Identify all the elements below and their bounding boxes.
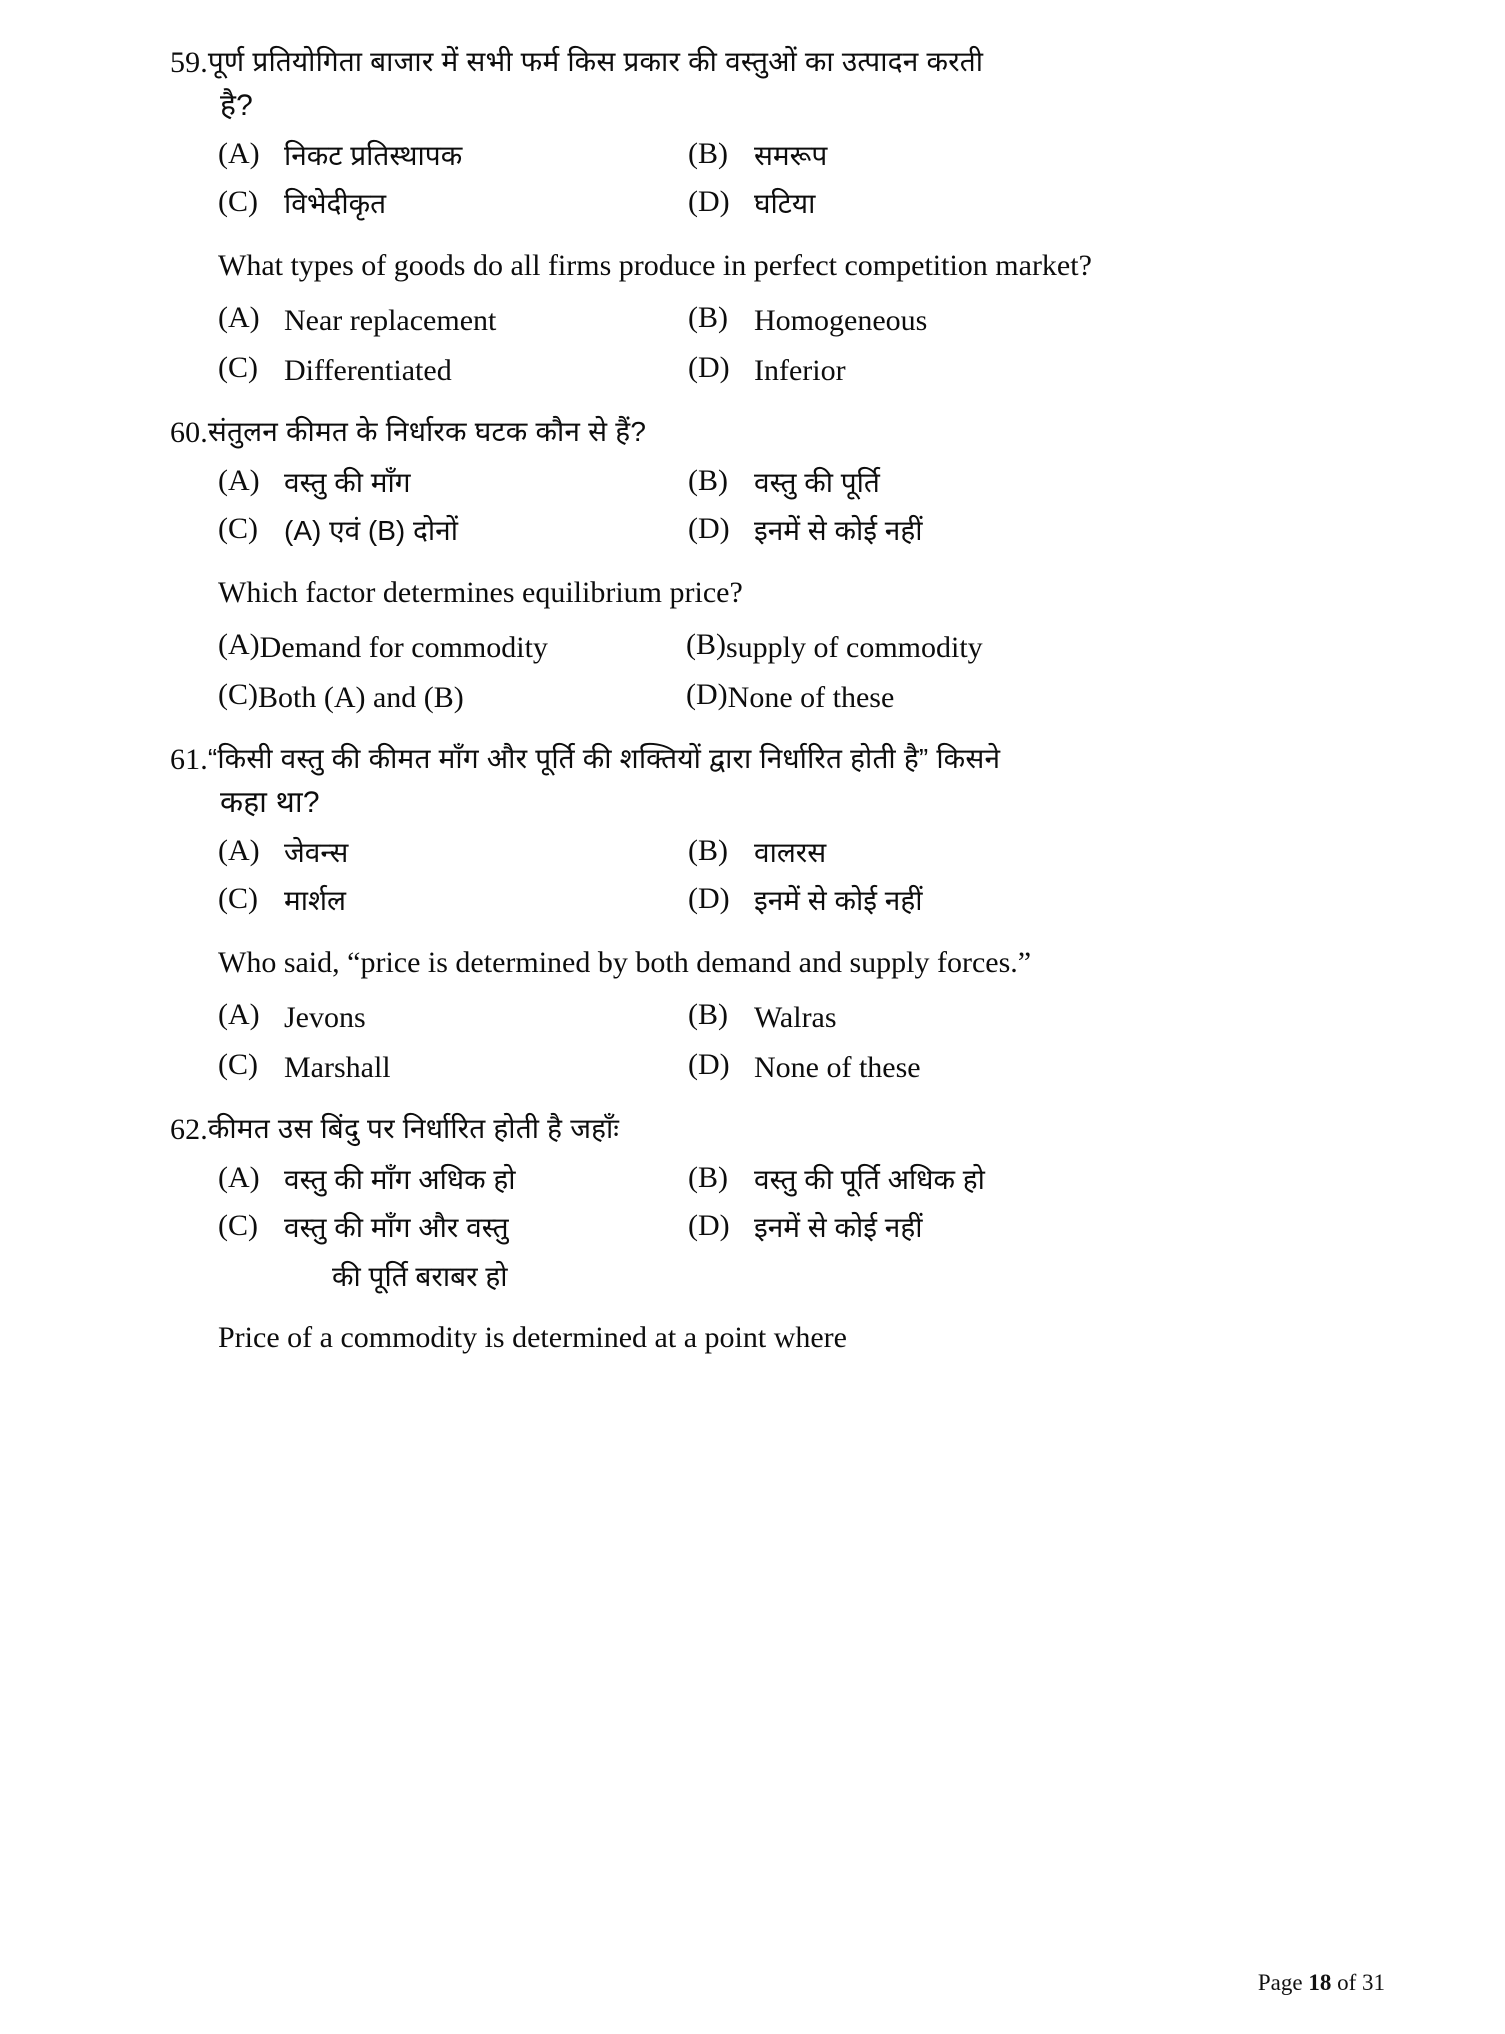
option-62-hindi-a[interactable] — [218, 1161, 688, 1199]
option-value: Jevons — [284, 1000, 366, 1034]
option-value: वस्तु की माँग अधिक हो — [284, 1164, 516, 1196]
option-label: (D) — [686, 678, 728, 712]
option-value: घटिया — [754, 187, 816, 219]
question-61-hindi-text-continued: कहा था? — [220, 785, 320, 819]
option-label: (A) — [218, 300, 260, 334]
question-59-hindi-text: पूर्ण प्रतियोगिता बाजार में सभी फर्म किस प्रकार की वस्तुओं का उत्पादन करती — [207, 46, 984, 77]
option-value: इनमें से कोई नहीं — [754, 515, 923, 547]
question-59-english-options — [218, 301, 1385, 392]
option-label: (A) — [218, 137, 260, 171]
option-row — [218, 512, 1385, 550]
option-label: (D) — [688, 1209, 730, 1243]
option-row — [218, 1209, 1385, 1247]
option-row — [218, 882, 1385, 920]
question-59-english-text: What types of goods do all firms produce in perfect competition market? — [218, 248, 1092, 282]
option-59-english-b[interactable] — [688, 301, 1385, 342]
question-61-hindi-text: “किसी वस्तु की कीमत माँग और पूर्ति की शक्तियों द्वारा निर्धारित होती है” किसने — [207, 742, 1001, 774]
option-value: None of these — [754, 1051, 921, 1085]
option-row — [218, 678, 1385, 719]
option-value: मार्शल — [284, 884, 347, 916]
question-60-english-options — [218, 628, 1385, 719]
option-label: (C) — [218, 351, 258, 385]
option-62-hindi-c[interactable] — [218, 1209, 688, 1247]
question-61-number: 61. — [170, 742, 208, 776]
option-60-hindi-c[interactable] — [218, 512, 688, 550]
option-label: (C) — [218, 1048, 258, 1082]
question-60-number: 60. — [170, 415, 208, 449]
option-61-english-c[interactable] — [218, 1048, 688, 1089]
option-row — [218, 301, 1385, 342]
option-61-hindi-b[interactable] — [688, 834, 1385, 872]
option-value: Inferior — [754, 354, 846, 388]
option-label: (B) — [688, 1161, 728, 1195]
option-value: इनमें से कोई नहीं — [754, 1212, 923, 1244]
option-row — [218, 185, 1385, 223]
option-61-english-d[interactable] — [688, 1048, 1385, 1089]
option-59-hindi-c[interactable] — [218, 185, 688, 223]
option-value: Differentiated — [284, 354, 452, 388]
question-block-61 — [170, 739, 1385, 1089]
option-value: वालरस — [754, 837, 827, 869]
option-value: supply of commodity — [726, 630, 983, 664]
option-60-english-a[interactable] — [218, 628, 686, 669]
question-62-hindi-options — [218, 1161, 1385, 1295]
option-row — [218, 137, 1385, 175]
option-59-hindi-b[interactable] — [688, 137, 1385, 175]
option-label: (B) — [688, 464, 728, 498]
option-62-hindi-d[interactable] — [688, 1209, 1385, 1247]
option-value: वस्तु की पूर्ति अधिक हो — [754, 1164, 985, 1196]
option-row — [218, 834, 1385, 872]
question-61-hindi-options — [218, 834, 1385, 920]
footer-prefix: Page — [1257, 1970, 1309, 1995]
question-62-english-text: Price of a commodity is determined at a point where — [218, 1320, 847, 1354]
option-value: (A) एवं (B) दोनों — [284, 515, 458, 547]
question-60-hindi-line — [170, 412, 1385, 455]
option-value: समरूप — [754, 140, 828, 172]
option-value: Walras — [754, 1000, 837, 1034]
question-60-hindi-text: संतुलन कीमत के निर्धारक घटक कौन से हैं? — [207, 415, 647, 447]
option-value: विभेदीकृत — [284, 187, 387, 219]
question-block-60 — [170, 412, 1385, 719]
option-60-english-c[interactable] — [218, 678, 686, 719]
option-59-english-a[interactable] — [218, 301, 688, 342]
question-block-59 — [170, 42, 1385, 392]
option-row — [218, 351, 1385, 392]
option-value: None of these — [727, 681, 895, 715]
option-60-hindi-d[interactable] — [688, 512, 1385, 550]
option-label: (B) — [688, 137, 728, 171]
option-60-hindi-b[interactable] — [688, 464, 1385, 502]
question-59-number: 59. — [170, 46, 208, 79]
option-row — [218, 998, 1385, 1039]
option-60-english-b[interactable] — [686, 628, 1385, 669]
option-row — [218, 628, 1385, 669]
option-59-english-d[interactable] — [688, 351, 1385, 392]
option-label: (A) — [218, 1161, 260, 1195]
footer-middle: of — [1331, 1970, 1362, 1995]
option-59-hindi-d[interactable] — [688, 185, 1385, 223]
option-label: (D) — [688, 512, 730, 546]
option-value: Near replacement — [284, 303, 497, 337]
option-60-english-d[interactable] — [686, 678, 1385, 719]
option-label: (A) — [218, 834, 260, 868]
option-label: (C) — [218, 1209, 258, 1243]
option-61-hindi-a[interactable] — [218, 834, 688, 872]
option-label: (D) — [688, 1048, 730, 1082]
option-60-hindi-a[interactable] — [218, 464, 688, 502]
option-row — [218, 464, 1385, 502]
option-value: जेवन्स — [284, 837, 349, 869]
option-value: Homogeneous — [754, 303, 928, 337]
footer-total-pages: 31 — [1362, 1970, 1385, 1995]
option-label: (A) — [218, 627, 260, 661]
option-value: Both (A) and (B) — [258, 681, 464, 715]
question-61-hindi-line — [170, 739, 1385, 782]
option-row — [218, 1161, 1385, 1199]
question-59-hindi-text-continued: है? — [220, 88, 254, 122]
option-label: (A) — [218, 464, 260, 498]
option-61-hindi-c[interactable] — [218, 882, 688, 920]
option-label: (C) — [218, 184, 258, 218]
option-label: (C) — [218, 512, 258, 546]
question-60-english-text: Which factor determines equilibrium price? — [218, 575, 743, 609]
option-62-hindi-c-continued: की पूर्ति बराबर हो — [332, 1260, 508, 1292]
page-footer — [1258, 1970, 1385, 1996]
option-label: (B) — [688, 997, 728, 1031]
option-label: (D) — [688, 184, 730, 218]
option-value: इनमें से कोई नहीं — [754, 884, 923, 916]
option-label: (C) — [218, 881, 258, 915]
question-59-hindi-line — [170, 42, 1385, 85]
option-value: वस्तु की माँग और वस्तु — [284, 1212, 509, 1244]
option-61-english-a[interactable] — [218, 998, 688, 1039]
question-62-number: 62. — [170, 1112, 208, 1146]
option-value: वस्तु की माँग — [284, 467, 411, 499]
question-62-hindi-line — [170, 1109, 1385, 1152]
option-61-hindi-d[interactable] — [688, 882, 1385, 920]
option-value: Marshall — [284, 1051, 391, 1085]
option-value: वस्तु की पूर्ति — [754, 467, 880, 499]
question-61-english-options — [218, 998, 1385, 1089]
question-60-hindi-options — [218, 464, 1385, 550]
option-59-english-c[interactable] — [218, 351, 688, 392]
option-label: (D) — [688, 881, 730, 915]
option-62-hindi-b[interactable] — [688, 1161, 1385, 1199]
option-61-english-b[interactable] — [688, 998, 1385, 1039]
question-block-62 — [170, 1109, 1385, 1359]
option-label: (B) — [688, 300, 728, 334]
option-label: (B) — [686, 627, 726, 661]
option-label: (D) — [688, 351, 730, 385]
option-value: Demand for commodity — [259, 630, 548, 664]
option-label: (B) — [688, 834, 728, 868]
option-label: (A) — [218, 997, 260, 1031]
footer-page-number: 18 — [1308, 1970, 1332, 1995]
option-59-hindi-a[interactable] — [218, 137, 688, 175]
option-label: (C) — [218, 678, 258, 712]
question-61-english-text: Who said, “price is determined by both demand and supply forces.” — [218, 945, 1032, 979]
option-value: निकट प्रतिस्थापक — [284, 140, 463, 172]
question-62-hindi-text: कीमत उस बिंदु पर निर्धारित होती है जहाँः — [207, 1112, 620, 1144]
option-row — [218, 1048, 1385, 1089]
question-59-hindi-options — [218, 137, 1385, 223]
